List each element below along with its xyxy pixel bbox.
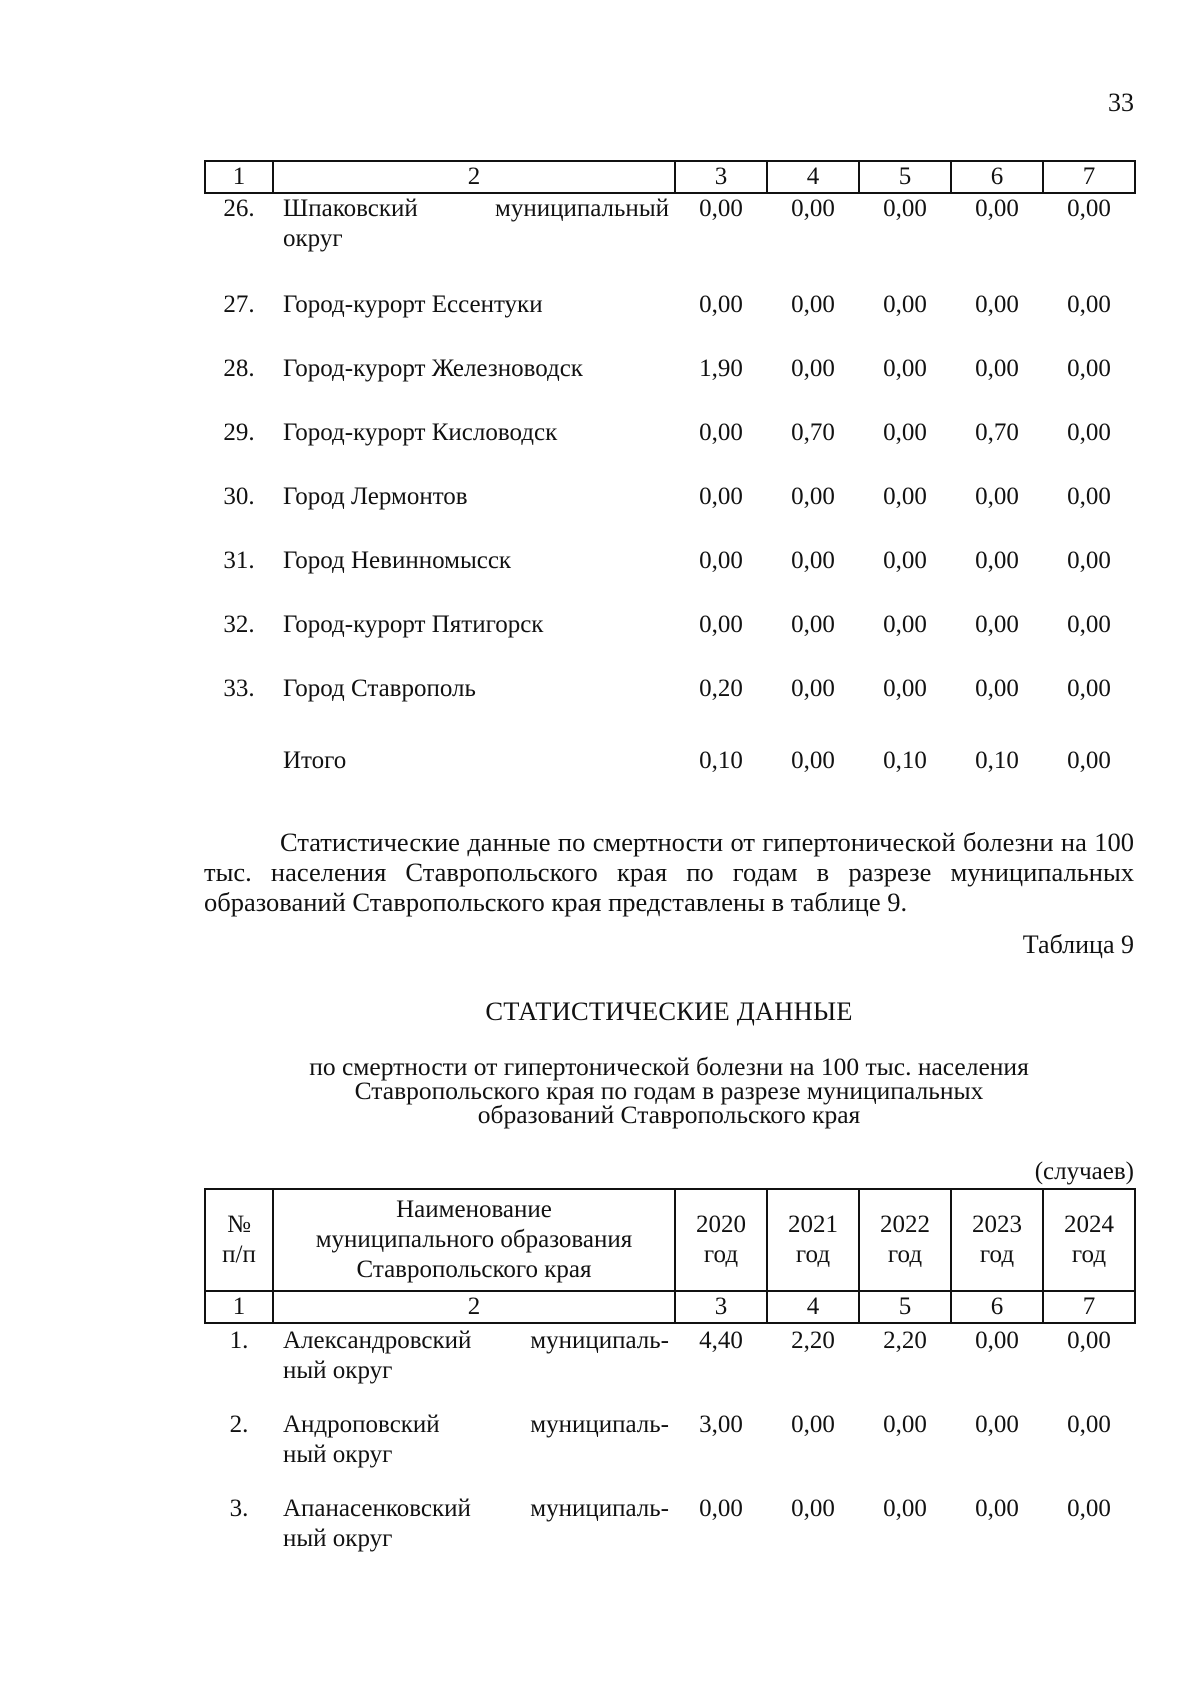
table-row xyxy=(205,546,1135,610)
cell-value: 0,00 xyxy=(699,291,743,318)
header-year xyxy=(1043,1189,1135,1291)
table-row xyxy=(205,482,1135,546)
header-line: Ставропольского края xyxy=(356,1256,592,1283)
cell-value: 0,00 xyxy=(1067,547,1111,574)
row-name: Город Невинномысск xyxy=(283,547,512,574)
units-label: (случаев) xyxy=(1034,1158,1134,1185)
cell-value: 1,90 xyxy=(699,355,743,382)
row-number: 2. xyxy=(229,1411,249,1438)
cell-value: 0,20 xyxy=(699,675,743,702)
page-number: 33 xyxy=(1108,88,1134,117)
cell-value: 0,00 xyxy=(975,547,1019,574)
column-number: 6 xyxy=(951,161,1043,193)
row-number: 30. xyxy=(223,483,255,510)
row-name-line: ный округ xyxy=(283,1441,393,1468)
cell-value: 4,40 xyxy=(699,1327,743,1354)
cell-value: 0,00 xyxy=(975,291,1019,318)
row-name: Город Лермонтов xyxy=(283,483,468,510)
year-label: 2021 xyxy=(788,1211,838,1238)
cell-value: 0,00 xyxy=(883,611,927,638)
row-name xyxy=(273,1323,675,1408)
year-suffix: год xyxy=(795,1241,831,1268)
column-number: 3 xyxy=(675,1291,767,1323)
cell-value: 0,00 xyxy=(1067,195,1111,222)
row-number: 26. xyxy=(223,195,255,222)
table-row xyxy=(205,193,1135,290)
cell-value: 0,00 xyxy=(1067,419,1111,446)
row-name-line: Александровский муниципаль- xyxy=(283,1327,669,1354)
cell-value: 0,00 xyxy=(975,1495,1019,1522)
column-number: 6 xyxy=(951,1291,1043,1323)
table-9 xyxy=(204,1188,1136,1576)
cell-value: 0,00 xyxy=(699,547,743,574)
row-name-line: Шпаковский муниципальный xyxy=(283,195,669,222)
table-row xyxy=(205,674,1135,738)
column-number: 7 xyxy=(1043,161,1135,193)
table-caption: Таблица 9 xyxy=(1022,930,1134,959)
table-row xyxy=(205,290,1135,354)
year-suffix: год xyxy=(1071,1241,1107,1268)
total-row xyxy=(205,738,1135,810)
cell-value: 0,70 xyxy=(975,419,1019,446)
header-year xyxy=(951,1189,1043,1291)
row-name-line: ный округ xyxy=(283,1357,393,1384)
cell-value: 0,00 xyxy=(975,1327,1019,1354)
cell-value: 0,00 xyxy=(975,355,1019,382)
cell-value: 0,00 xyxy=(883,675,927,702)
header-number xyxy=(205,1189,273,1291)
cell-value: 0,00 xyxy=(1067,675,1111,702)
column-number: 1 xyxy=(205,1291,273,1323)
cell-value: 0,00 xyxy=(791,195,835,222)
table-row xyxy=(205,1492,1135,1576)
body-paragraph: Статистические данные по смертности от гипертонической болезни на 100 тыс. населения Ставропольского края по годам в разрезе муниципальных образований Ставропольского края представлены в таблице 9. xyxy=(204,826,1134,917)
row-number: 32. xyxy=(223,611,255,638)
table-row xyxy=(205,1323,1135,1408)
cell-value: 0,00 xyxy=(1067,1495,1111,1522)
year-suffix: год xyxy=(887,1241,923,1268)
column-number-row xyxy=(205,1291,1135,1323)
row-number: 31. xyxy=(223,547,255,574)
row-number-empty xyxy=(205,738,273,810)
row-name-line: округ xyxy=(283,225,343,252)
table-title: СТАТИСТИЧЕСКИЕ ДАННЫЕ xyxy=(485,996,853,1026)
year-label: 2020 xyxy=(696,1211,746,1238)
cell-value: 0,00 xyxy=(1067,1327,1111,1354)
column-number-row xyxy=(205,161,1135,193)
table-row xyxy=(205,354,1135,418)
cell-value: 0,00 xyxy=(699,483,743,510)
subtitle-line: образований Ставропольского края xyxy=(477,1100,861,1129)
cell-value: 0,70 xyxy=(791,419,835,446)
cell-value: 0,00 xyxy=(699,195,743,222)
cell-value: 0,00 xyxy=(975,611,1019,638)
column-number: 4 xyxy=(767,1291,859,1323)
row-name: Город-курорт Кисловодск xyxy=(283,419,558,446)
row-name xyxy=(273,1492,675,1576)
row-name-line: Апанасенковский муниципаль- xyxy=(283,1495,669,1522)
total-value: 0,10 xyxy=(975,747,1019,774)
cell-value: 0,00 xyxy=(699,419,743,446)
row-name-line: Андроповский муниципаль- xyxy=(283,1411,669,1438)
column-number: 5 xyxy=(859,1291,951,1323)
row-number: 28. xyxy=(223,355,255,382)
cell-value: 0,00 xyxy=(883,483,927,510)
cell-value: 0,00 xyxy=(791,1495,835,1522)
row-name xyxy=(273,1408,675,1492)
column-number: 3 xyxy=(675,161,767,193)
row-name: Город Ставрополь xyxy=(283,675,476,702)
table-subtitle xyxy=(204,1052,1134,1129)
year-suffix: год xyxy=(703,1241,739,1268)
header-name xyxy=(273,1189,675,1291)
header-year xyxy=(767,1189,859,1291)
cell-value: 0,00 xyxy=(1067,611,1111,638)
cell-value: 0,00 xyxy=(1067,1411,1111,1438)
header-line: п/п xyxy=(222,1241,256,1268)
header-line: Наименование xyxy=(396,1196,552,1223)
cell-value: 0,00 xyxy=(1067,483,1111,510)
cell-value: 0,00 xyxy=(1067,355,1111,382)
total-label: Итого xyxy=(283,747,347,774)
row-number: 1. xyxy=(229,1327,249,1354)
cell-value: 0,00 xyxy=(883,195,927,222)
total-value: 0,10 xyxy=(883,747,927,774)
cell-value: 0,00 xyxy=(883,419,927,446)
row-name: Город-курорт Пятигорск xyxy=(283,611,544,638)
column-number: 5 xyxy=(859,161,951,193)
cell-value: 0,00 xyxy=(791,355,835,382)
cell-value: 0,00 xyxy=(791,483,835,510)
cell-value: 0,00 xyxy=(699,1495,743,1522)
row-name: Город-курорт Ессентуки xyxy=(283,291,543,318)
year-label: 2022 xyxy=(880,1211,930,1238)
cell-value: 0,00 xyxy=(1067,291,1111,318)
cell-value: 0,00 xyxy=(791,611,835,638)
column-number: 2 xyxy=(273,1291,675,1323)
year-label: 2023 xyxy=(972,1211,1022,1238)
column-number: 2 xyxy=(273,161,675,193)
table-continuation xyxy=(204,160,1136,810)
cell-value: 0,00 xyxy=(791,291,835,318)
table-row xyxy=(205,610,1135,674)
year-suffix: год xyxy=(979,1241,1015,1268)
cell-value: 0,00 xyxy=(883,291,927,318)
column-number: 4 xyxy=(767,161,859,193)
cell-value: 0,00 xyxy=(975,195,1019,222)
cell-value: 0,00 xyxy=(699,611,743,638)
total-value: 0,00 xyxy=(1067,747,1111,774)
row-name-line: ный округ xyxy=(283,1525,393,1552)
cell-value: 0,00 xyxy=(975,483,1019,510)
cell-value: 0,00 xyxy=(791,1411,835,1438)
header-year xyxy=(859,1189,951,1291)
cell-value: 0,00 xyxy=(883,355,927,382)
cell-value: 0,00 xyxy=(975,675,1019,702)
cell-value: 0,00 xyxy=(975,1411,1019,1438)
subtitle-line: Ставропольского края по годам в разрезе муниципальных xyxy=(354,1076,984,1105)
cell-value: 2,20 xyxy=(791,1327,835,1354)
subtitle-line: по смертности от гипертонической болезни на 100 тыс. населения xyxy=(309,1052,1029,1081)
cell-value: 2,20 xyxy=(883,1327,927,1354)
header-year xyxy=(675,1189,767,1291)
header-line: № xyxy=(227,1211,251,1238)
row-number: 3. xyxy=(229,1495,249,1522)
row-number: 27. xyxy=(223,291,255,318)
table-row xyxy=(205,418,1135,482)
cell-value: 0,00 xyxy=(883,547,927,574)
column-number: 1 xyxy=(205,161,273,193)
row-number: 33. xyxy=(223,675,255,702)
cell-value: 0,00 xyxy=(791,675,835,702)
total-value: 0,00 xyxy=(791,747,835,774)
header-row xyxy=(205,1189,1135,1291)
row-name: Город-курорт Железноводск xyxy=(283,355,583,382)
row-name xyxy=(273,193,675,290)
table-row xyxy=(205,1408,1135,1492)
row-number: 29. xyxy=(223,419,255,446)
year-label: 2024 xyxy=(1064,1211,1114,1238)
cell-value: 0,00 xyxy=(791,547,835,574)
cell-value: 0,00 xyxy=(883,1411,927,1438)
cell-value: 3,00 xyxy=(699,1411,743,1438)
column-number: 7 xyxy=(1043,1291,1135,1323)
header-line: муниципального образования xyxy=(315,1226,633,1253)
total-value: 0,10 xyxy=(699,747,743,774)
cell-value: 0,00 xyxy=(883,1495,927,1522)
